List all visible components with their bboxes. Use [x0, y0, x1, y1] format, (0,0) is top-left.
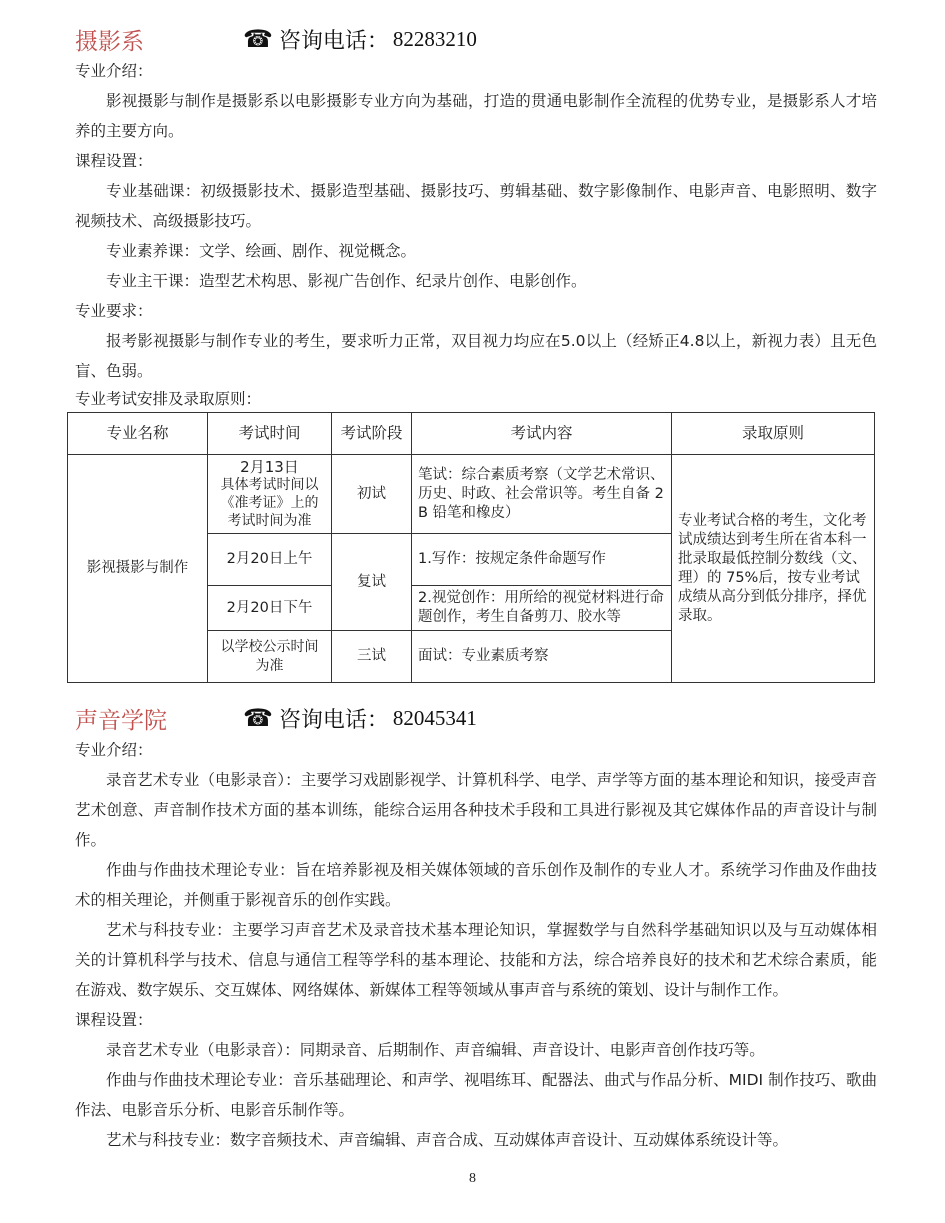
- section-label: 课程设置：: [75, 152, 153, 170]
- content-cell: 1.写作：按规定条件命题写作: [412, 534, 672, 586]
- phone-line: ☎ 咨询电话： 82045341: [243, 704, 477, 733]
- principle-cell: 专业考试合格的考生，文化考试成绩达到考生所在省本科一批录取最低控制分数线（文、理）的 75%后，按专业考试成绩从高分到低分排序，择优录取。: [672, 455, 875, 683]
- content-cell: 面试：专业素质考察: [412, 631, 672, 683]
- time-cell: 以学校公示时间为准: [208, 631, 332, 683]
- paragraph: 录音艺术专业（电影录音）：主要学习戏剧影视学、计算机科学、电学、声学等方面的基本理论和知识，接受声音艺术创意、声音制作技术方面的基本训练，能综合运用各种技术手段和工具进行影视及其它媒体作品的声音设计与制作。: [75, 771, 877, 849]
- col-header: 考试时间: [208, 413, 332, 455]
- section-label: 专业考试安排及录取原则：: [75, 390, 262, 408]
- stage-cell: 复试: [332, 534, 412, 631]
- section-label: 课程设置：: [75, 1011, 153, 1029]
- dept-title: 摄影系: [75, 28, 144, 55]
- section-label: 专业介绍：: [75, 741, 153, 759]
- paragraph: 报考影视摄影与制作专业的考生，要求听力正常，双目视力均应在5.0以上（经矫正4.8以上，新视力表）且无色盲、色弱。: [75, 332, 877, 380]
- exam-table: [67, 412, 875, 683]
- telephone-icon: ☎: [243, 25, 273, 53]
- paragraph: 艺术与科技专业：主要学习声音艺术及录音技术基本理论知识，掌握数学与自然科学基础知识以及与互动媒体相关的计算机科学与技术、信息与通信工程等学科的基本理论、技能和方法，综合培养良好的技术和艺术综合素质，能在游戏、数字娱乐、交互媒体、网络媒体、新媒体工程等领域从事声音与系统的策划、设计与制作工作。: [75, 921, 877, 999]
- time-cell: 2月20日上午: [208, 534, 332, 586]
- phone-line: ☎ 咨询电话： 82283210: [243, 25, 477, 54]
- major-cell: 影视摄影与制作: [68, 455, 208, 683]
- telephone-icon: ☎: [243, 704, 273, 732]
- col-header: 专业名称: [68, 413, 208, 455]
- col-header: 考试阶段: [332, 413, 412, 455]
- paragraph: 作曲与作曲技术理论专业：音乐基础理论、和声学、视唱练耳、配器法、曲式与作品分析、MIDI 制作技巧、歌曲作法、电影音乐分析、电影音乐制作等。: [75, 1071, 877, 1119]
- section-label: 专业介绍：: [75, 62, 153, 80]
- paragraph: 录音艺术专业（电影录音）：同期录音、后期制作、声音编辑、声音设计、电影声音创作技巧等。: [106, 1041, 765, 1059]
- paragraph: 影视摄影与制作是摄影系以电影摄影专业方向为基础，打造的贯通电影制作全流程的优势专业，是摄影系人才培养的主要方向。: [75, 92, 877, 140]
- sound-body: [75, 735, 877, 1155]
- paragraph: 艺术与科技专业：数字音频技术、声音编辑、声音合成、互动媒体声音设计、互动媒体系统设计等。: [106, 1131, 789, 1149]
- stage-cell: 三试: [332, 631, 412, 683]
- paragraph: 作曲与作曲技术理论专业：旨在培养影视及相关媒体领域的音乐创作及制作的专业人才。系统学习作曲及作曲技术的相关理论，并侧重于影视音乐的创作实践。: [75, 861, 877, 909]
- content-cell: 笔试：综合素质考察（文学艺术常识、历史、时政、社会常识等。考生自备 2B 铅笔和橡皮）: [412, 455, 672, 534]
- page-number: 8: [469, 1171, 476, 1186]
- section-gap: [0, 683, 945, 701]
- sound-header: [75, 701, 945, 735]
- col-header: 录取原则: [672, 413, 875, 455]
- phone-number: 82283210: [392, 26, 477, 51]
- col-header: 考试内容: [412, 413, 672, 455]
- phone-number: 82045341: [392, 705, 477, 730]
- paragraph: 专业基础课：初级摄影技术、摄影造型基础、摄影技巧、剪辑基础、数字影像制作、电影声音、电影照明、数字视频技术、高级摄影技巧。: [75, 182, 877, 230]
- time-cell: 2月20日下午: [208, 586, 332, 631]
- section-label: 专业要求：: [75, 302, 153, 320]
- time-cell: 2月13日 具体考试时间以《准考证》上的考试时间为准: [208, 455, 332, 534]
- stage-cell: 初试: [332, 455, 412, 534]
- paragraph: 专业主干课：造型艺术构思、影视广告创作、纪录片创作、电影创作。: [106, 272, 587, 290]
- dept-title: 声音学院: [75, 707, 167, 734]
- content-cell: 2.视觉创作：用所给的视觉材料进行命题创作，考生自备剪刀、胶水等: [412, 586, 672, 631]
- photo-header: [75, 22, 945, 56]
- photo-body: [75, 56, 877, 412]
- paragraph: 专业素养课：文学、绘画、剧作、视觉概念。: [106, 242, 417, 260]
